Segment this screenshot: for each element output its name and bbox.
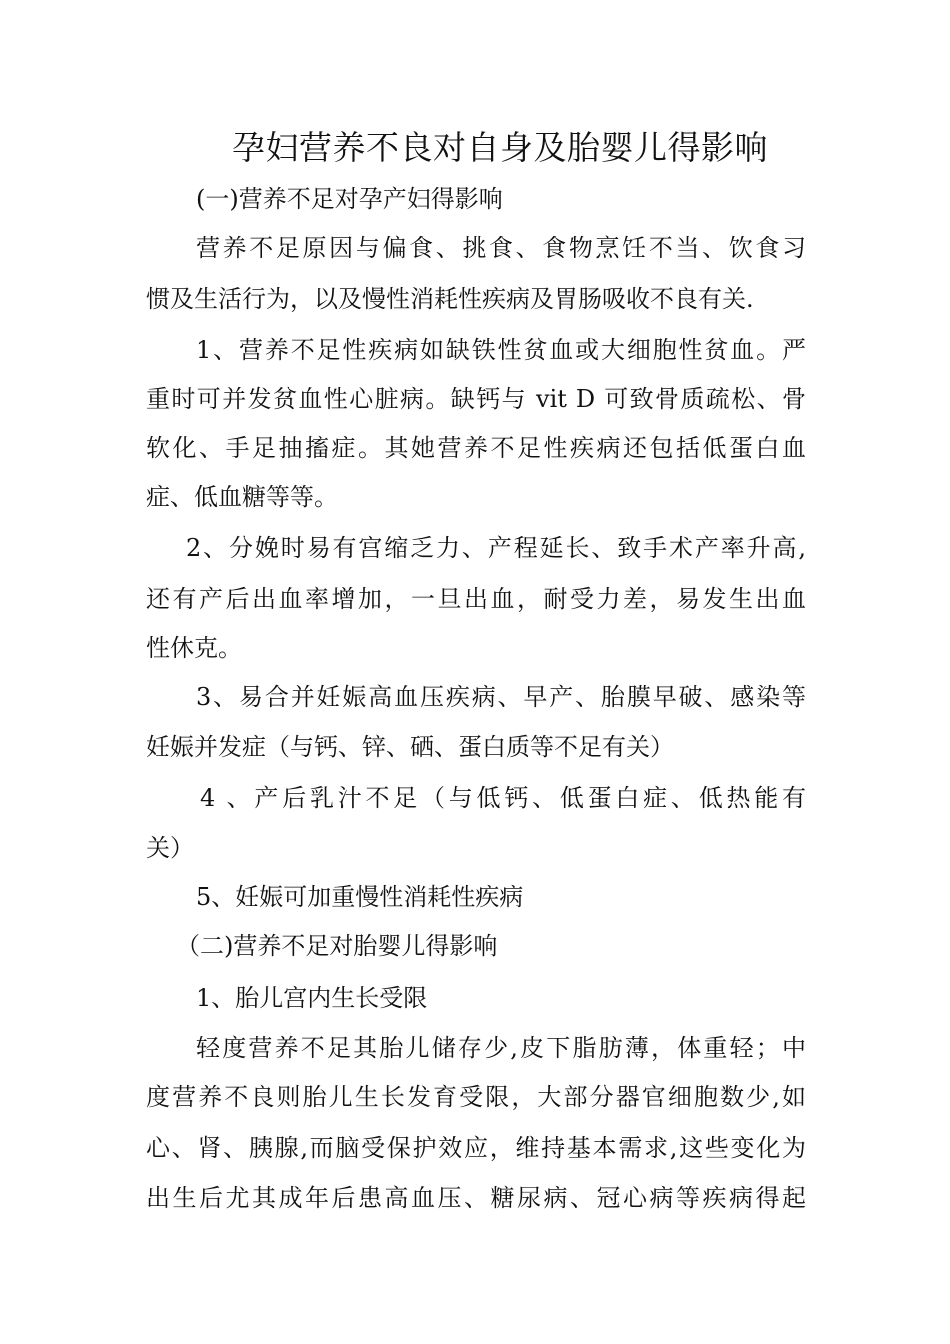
list-item-4-line: 关）	[146, 834, 194, 862]
paragraph-line: 轻度营养不足其胎儿储存少,皮下脂肪薄，体重轻；中	[196, 1034, 806, 1062]
section-heading-2: （二)营养不足对胎婴儿得影响	[176, 932, 498, 960]
paragraph-line: 心、肾、胰腺,而脑受保护效应，维持基本需求,这些变化为	[146, 1134, 806, 1162]
paragraph-line: 惯及生活行为，以及慢性消耗性疾病及胃肠吸收不良有关.	[146, 285, 754, 313]
section-heading-1: (一)营养不足对孕产妇得影响	[196, 185, 503, 213]
list-item-4-line: 4 、产后乳汁不足（与低钙、低蛋白症、低热能有	[200, 784, 806, 812]
paragraph-line: 度营养不良则胎儿生长发育受限，大部分器官细胞数少,如	[146, 1083, 806, 1111]
list-item-2-line: 2、分娩时易有宫缩乏力、产程延长、致手术产率升高,	[186, 534, 806, 562]
list-item-1-line: 软化、手足抽搐症。其她营养不足性疾病还包括低蛋白血	[146, 434, 806, 462]
document-title: 孕妇营养不良对自身及胎婴儿得影响	[232, 128, 768, 167]
paragraph-line: 出生后尤其成年后患高血压、糖尿病、冠心病等疾病得起	[146, 1184, 806, 1212]
list-item-2-line: 性休克。	[146, 634, 242, 662]
list-item-3-line: 妊娠并发症（与钙、锌、硒、蛋白质等不足有关）	[146, 733, 674, 761]
list-item-1-line: 症、低血糖等等。	[146, 483, 338, 511]
list-item-5-line: 5、妊娠可加重慢性消耗性疾病	[196, 883, 524, 911]
paragraph-line: 营养不足原因与偏食、挑食、食物烹饪不当、饮食习	[196, 234, 806, 262]
list-item-1-line: 重时可并发贫血性心脏病。缺钙与 vit D 可致骨质疏松、骨	[146, 385, 806, 413]
list-item-2-line: 还有产后出血率增加，一旦出血，耐受力差，易发生出血	[146, 585, 806, 613]
list-item-1-line: 1、营养不足性疾病如缺铁性贫血或大细胞性贫血。严	[196, 336, 806, 364]
subheading-1: 1、胎儿宫内生长受限	[196, 984, 428, 1012]
list-item-3-line: 3、易合并妊娠高血压疾病、早产、胎膜早破、感染等	[196, 683, 806, 711]
